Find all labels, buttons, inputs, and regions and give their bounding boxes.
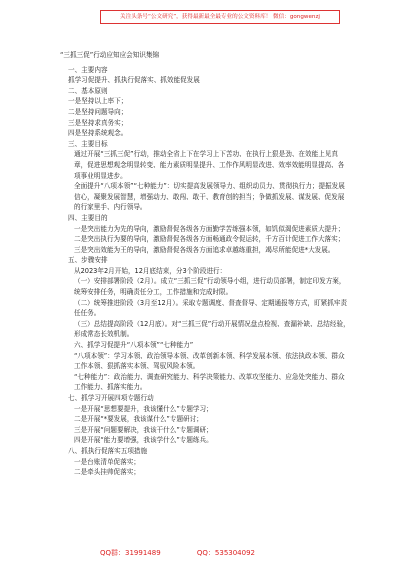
paragraph: “八项本领”：学习本领、政治领导本领、改革创新本领、科学发展本领、依法执政本领、群众工作本领、狠抓落实本领、驾驭风险本领。 bbox=[74, 351, 345, 371]
paragraph: 八、抓执行促落实五项措施 bbox=[68, 446, 148, 455]
paragraph: “七种能力”：政治能力、调查研究能力、科学决策能力、改革攻坚能力、应急处突能力、群众工作能力、抓落实能力。 bbox=[74, 372, 345, 392]
paragraph: 四、主要目的 bbox=[68, 213, 108, 222]
footer-contacts bbox=[100, 548, 340, 558]
paragraph: （二）统筹推进阶段（3月至12月）。采取专题调度、督查督导、定期通报等方式，盯紧抓牢责任任务。 bbox=[74, 298, 348, 318]
paragraph: 一是台账清单促落实； bbox=[74, 457, 140, 466]
paragraph-list bbox=[60, 65, 350, 478]
paragraph: 七、抓学习开展四项专题行动 bbox=[68, 394, 154, 402]
paragraph: 一是开展“思想要提升，我该懂什么”专题学习； bbox=[74, 404, 213, 413]
qq-group: QQ群：31991489 bbox=[100, 549, 161, 557]
paragraph: 三是突出效能为王的导向，激励督促各级各方面追求卓越练重担，竭尽所能促进*大发展。 bbox=[74, 245, 335, 254]
paragraph: 五、步骤安排 bbox=[68, 256, 108, 265]
paragraph: （一）安排部署阶段（2月）。成立“三抓三促”行动领导小组，进行动员部署，制定印发方案，统筹安排任务，明确责任分工，工作措施和完成时限。 bbox=[74, 277, 346, 297]
paragraph: 通过开展“三抓三促”行动，推动全省上下在学习上下苦功、在执行上狠是劲、在效能上见真章，促进思想观念明显转变、能力素质明显提升、工作作风明显改进、效率效能明显提高、各项事业明显进步。 bbox=[74, 150, 345, 180]
qq-number: QQ：535304092 bbox=[196, 549, 255, 557]
paragraph: 一是坚持以上率下； bbox=[68, 97, 128, 106]
paragraph: 从2023年2月开始，12月底结束，分3个阶段进行： bbox=[74, 266, 227, 275]
paragraph: 二是开展“*要发展，我该谋什么”专题研讨； bbox=[74, 415, 203, 424]
paragraph: 三是坚持求真务实； bbox=[68, 118, 128, 127]
paragraph: 二是牵头挂帅促落实； bbox=[74, 468, 140, 477]
paragraph: 三、主要目标 bbox=[68, 139, 108, 148]
paragraph: 抓学习促提升、抓执行促落实、抓效能促发展 bbox=[68, 76, 200, 85]
paragraph: 二是突出执行为要的导向，激励督促各级各方面畅通政令促运转，千方百计促进工作大落实； bbox=[74, 235, 345, 244]
paragraph: 全面提升“八项本领”“七种能力”：切实提高发展领导力、组织动员力、贯彻执行力；提振发展信心，凝聚发展智慧，增强动力、敢闯、敢干、教育创的担当；争做抓发展、谋发展、促发展的行家里手、内行领导。 bbox=[74, 182, 345, 212]
document-body bbox=[60, 50, 350, 478]
paragraph: 四是坚持系统观念。 bbox=[68, 129, 128, 138]
paragraph: （三）总结提高阶段（12月底）。对“三抓三促”行动开展情况盘点检视、查漏补缺、总结经验，形成常态长效机制。 bbox=[74, 319, 350, 339]
paragraph: 四是开展“能力要增强，我该学什么”专题练兵。 bbox=[74, 436, 213, 445]
top-banner: 关注头条号“公文研究”，获得最新最全最专业的公文资料库！ 微信：gongwenzj bbox=[100, 10, 340, 24]
paragraph: 一、主要内容 bbox=[68, 65, 108, 74]
paragraph: 一是突出能力为先的导向，激励督促各级各方面勤学苦练强本领，如饥似渴促进素质大提升； bbox=[74, 224, 345, 233]
paragraph: 二、基本原则 bbox=[68, 86, 108, 95]
paragraph: 二是坚持问题导向； bbox=[68, 107, 128, 116]
document-title: “三抓三促”行动应知应会知识集锦 bbox=[60, 51, 160, 59]
paragraph: 三是开展“问题要解决，我该干什么”专题调研； bbox=[74, 425, 213, 434]
paragraph: 六、抓学习促提升“八项本领”“七种能力” bbox=[74, 341, 194, 350]
